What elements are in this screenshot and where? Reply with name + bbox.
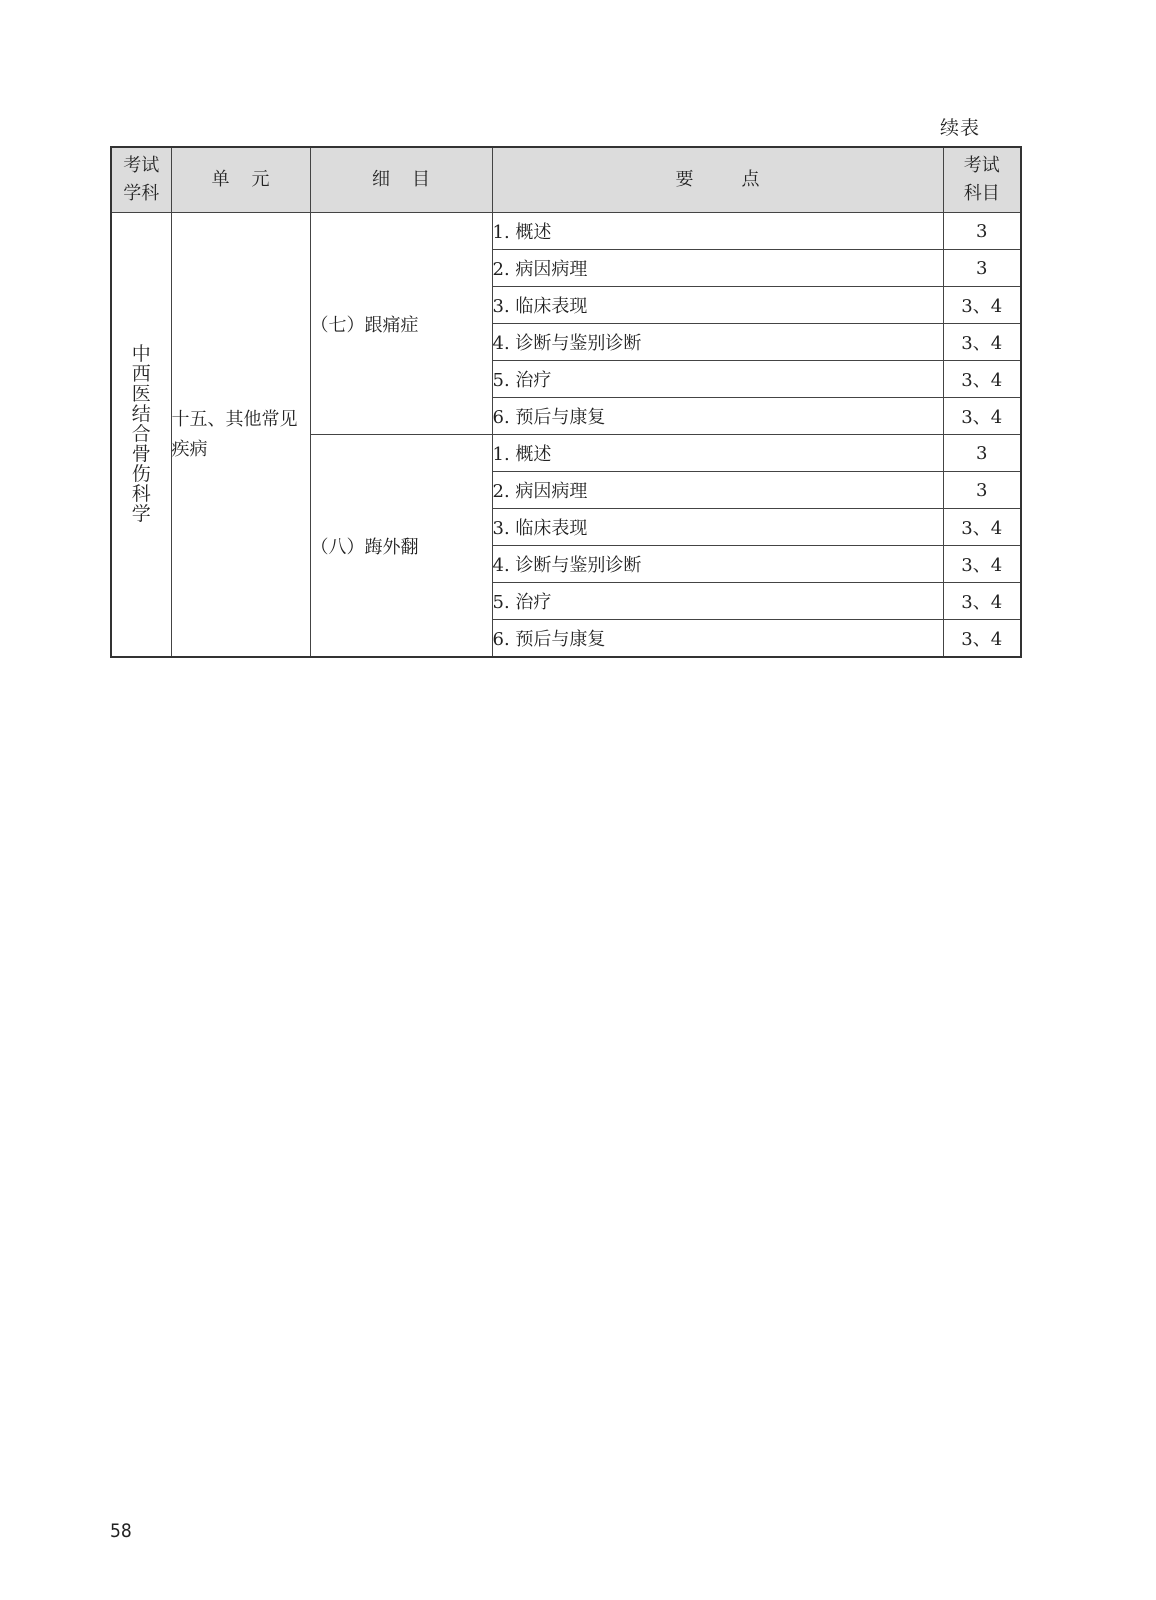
paper-cell: 3: [943, 472, 1021, 509]
unit-cell: 十五、其他常见疾病: [171, 213, 310, 658]
point-cell: 4. 诊断与鉴别诊断: [492, 546, 943, 583]
point-cell: 5. 治疗: [492, 583, 943, 620]
header-detail: 细目: [310, 147, 492, 213]
subject-cell: 中西医结合骨伤科学: [111, 213, 171, 658]
point-cell: 2. 病因病理: [492, 472, 943, 509]
page-number: 58: [110, 1520, 132, 1542]
point-cell: 6. 预后与康复: [492, 620, 943, 658]
point-cell: 1. 概述: [492, 435, 943, 472]
table-row: [111, 213, 1021, 250]
point-cell: 1. 概述: [492, 213, 943, 250]
paper-cell: 3、4: [943, 509, 1021, 546]
paper-cell: 3、4: [943, 620, 1021, 658]
detail-cell: （七）跟痛症: [310, 213, 492, 435]
paper-cell: 3、4: [943, 583, 1021, 620]
paper-cell: 3: [943, 435, 1021, 472]
header-points: 要点: [492, 147, 943, 213]
detail-cell: （八）踇外翻: [310, 435, 492, 658]
header-unit: 单元: [171, 147, 310, 213]
header-paper: 考试 科目: [943, 147, 1021, 213]
paper-cell: 3: [943, 213, 1021, 250]
paper-cell: 3、4: [943, 324, 1021, 361]
point-cell: 3. 临床表现: [492, 509, 943, 546]
paper-cell: 3: [943, 250, 1021, 287]
paper-cell: 3、4: [943, 361, 1021, 398]
point-cell: 2. 病因病理: [492, 250, 943, 287]
paper-cell: 3、4: [943, 287, 1021, 324]
continued-label: 续表: [940, 117, 981, 139]
paper-cell: 3、4: [943, 398, 1021, 435]
point-cell: 4. 诊断与鉴别诊断: [492, 324, 943, 361]
exam-outline-table: [110, 146, 1022, 658]
point-cell: 3. 临床表现: [492, 287, 943, 324]
header-subject: 考试 学科: [111, 147, 171, 213]
point-cell: 5. 治疗: [492, 361, 943, 398]
table-header-row: [111, 147, 1021, 213]
paper-cell: 3、4: [943, 546, 1021, 583]
point-cell: 6. 预后与康复: [492, 398, 943, 435]
